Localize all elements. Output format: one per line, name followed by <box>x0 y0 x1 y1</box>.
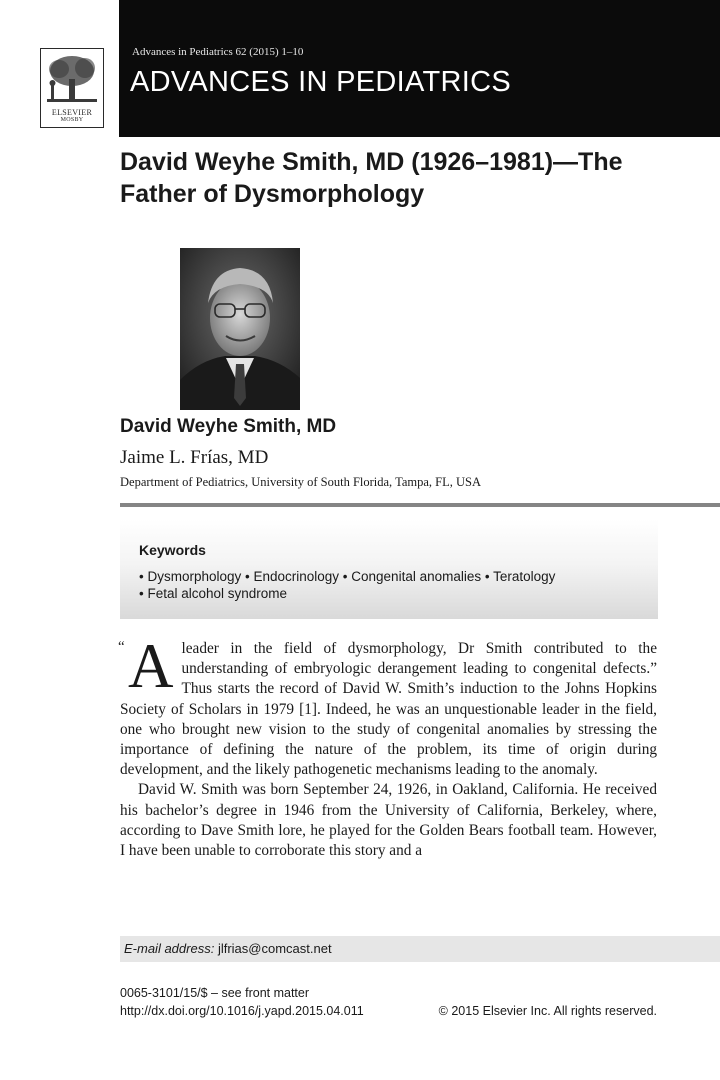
email-label: E-mail address: <box>124 941 215 956</box>
email-footnote <box>120 936 720 962</box>
body-paragraph <box>118 631 657 780</box>
keywords-box <box>120 519 658 619</box>
keywords-line: • Fetal alcohol syndrome <box>139 586 288 601</box>
journal-citation: Advances in Pediatrics 62 (2015) 1–10 <box>132 46 304 58</box>
portrait-photo <box>180 248 300 410</box>
author-affiliation: Department of Pediatrics, University of South Florida, Tampa, FL, USA <box>120 475 481 489</box>
opening-quote: “ <box>118 639 125 655</box>
body-paragraph: David W. Smith was born September 24, 1926, in Oakland, California. He received his bachelor’s degree in 1946 from the University of California, Berkeley, where, according to Dave Smith lore, he played for the Golden Bears football team. However, I have been unable to corroborate this story and a <box>120 781 657 860</box>
publisher-logo <box>40 48 104 128</box>
mosby-label: MOSBY <box>60 117 84 123</box>
email-address-link[interactable]: jlfrias@comcast.net <box>217 941 332 956</box>
publisher-wordmark <box>41 109 103 124</box>
section-divider <box>120 503 720 507</box>
journal-header <box>119 0 720 137</box>
issn-notice: 0065-3101/15/$ – see front matter <box>120 986 310 1000</box>
keywords-line: • Dysmorphology • Endocrinology • Congenital anomalies • Teratology <box>139 569 556 584</box>
doi-link[interactable]: http://dx.doi.org/10.1016/j.yapd.2015.04.011 <box>120 1004 364 1018</box>
author-name: Jaime L. Frías, MD <box>120 447 269 468</box>
paragraph-text: leader in the field of dysmorphology, Dr Smith contributed to the understanding of embryologic derangement leading to congenital defects.” Thus starts the record of David W. Smith’s induction to the Johns Hopkins Society of Scholars in 1979 [1]. Indeed, he was an unquestionable leader in the field, one who brought new vision to the study of congenital anomalies by stressing the importance of defining the nature of the problem, its time of origin during development, and the likely pathogenetic mechanisms leading to the anomaly. <box>120 640 657 779</box>
elsevier-label: ELSEVIER <box>51 108 93 117</box>
elsevier-tree-icon <box>43 51 101 107</box>
article-title: David Weyhe Smith, MD (1926–1981)—The Father of Dysmorphology <box>120 148 623 208</box>
doi-line <box>120 1004 657 1018</box>
copyright-notice: © 2015 Elsevier Inc. All rights reserved. <box>438 1004 657 1018</box>
article-body <box>118 631 657 861</box>
subject-name: David Weyhe Smith, MD <box>120 416 337 437</box>
drop-cap: A <box>128 631 174 701</box>
journal-name: ADVANCES IN PEDIATRICS <box>130 66 511 98</box>
keywords-heading: Keywords <box>139 542 206 558</box>
